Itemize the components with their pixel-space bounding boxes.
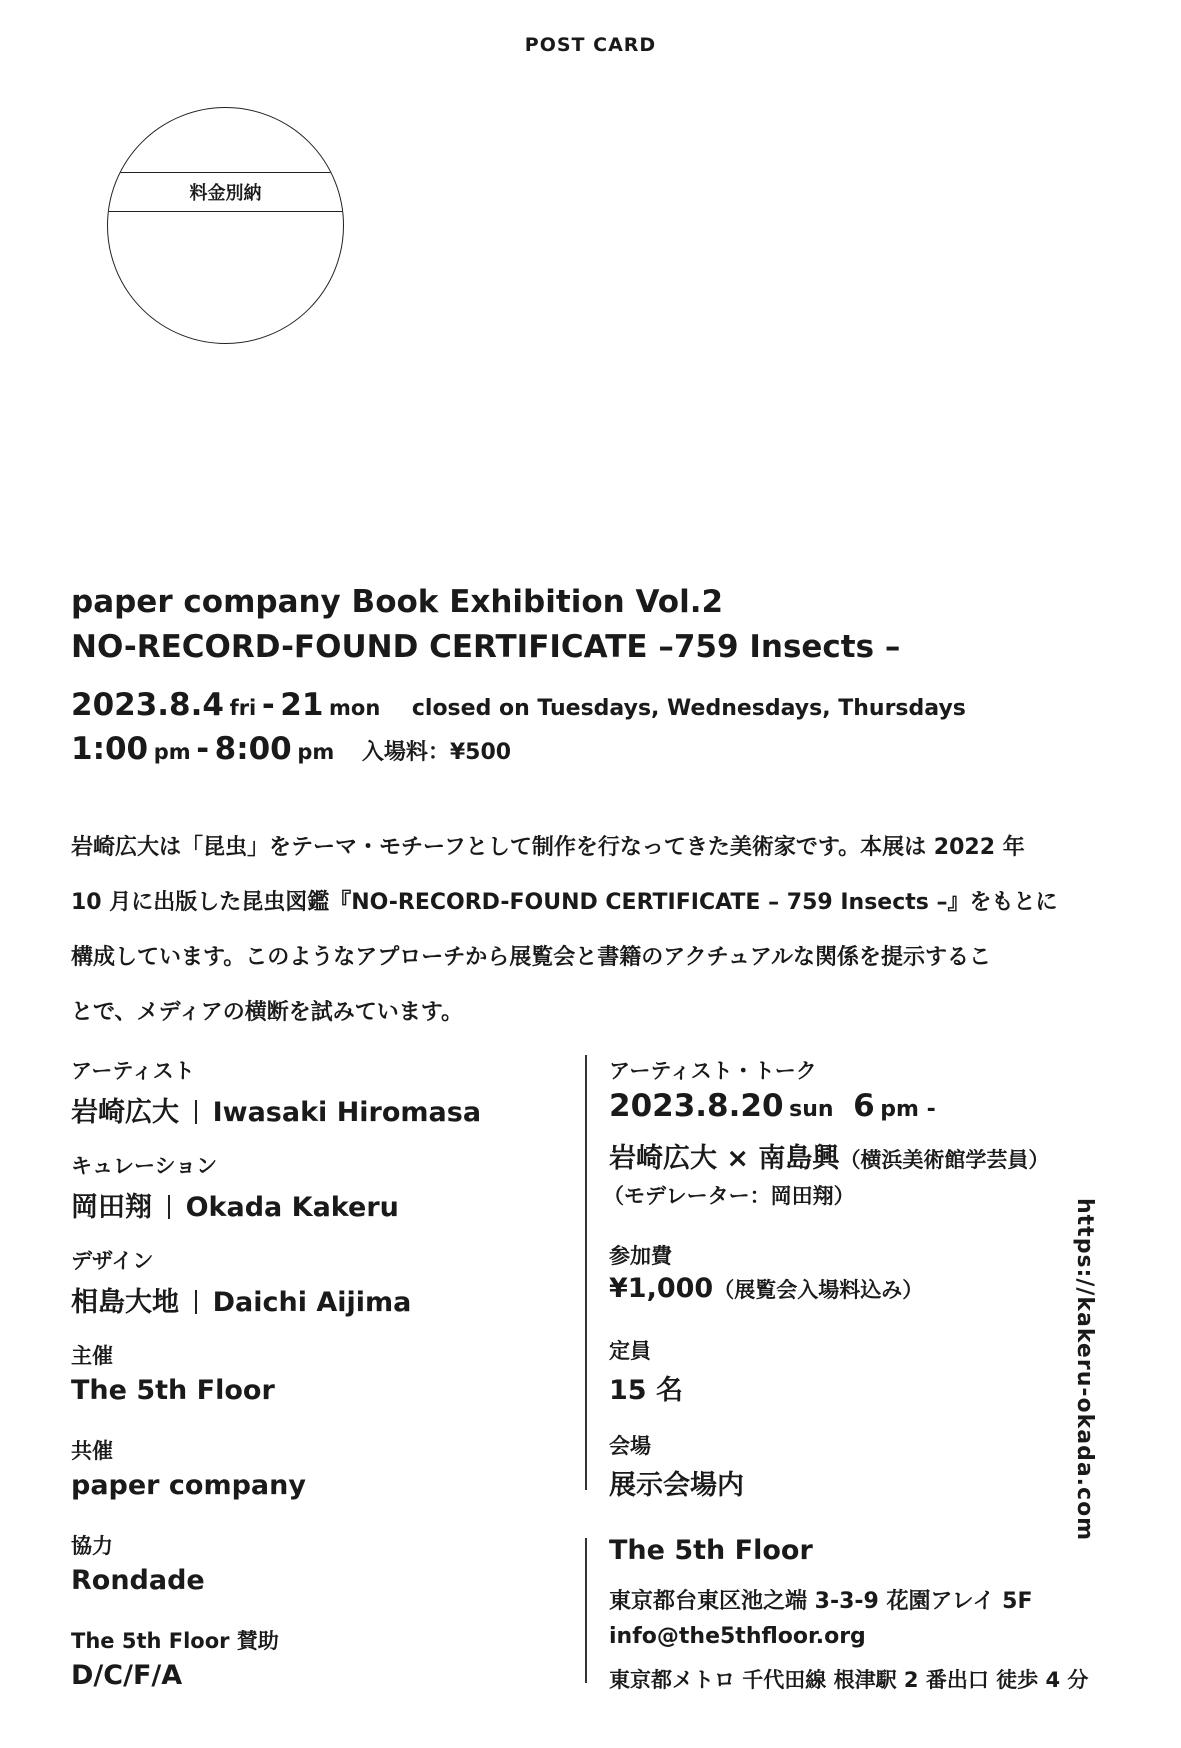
exhibition-subtitle: NO-RECORD-FOUND CERTIFICATE –759 Insects –: [71, 629, 901, 665]
artist-name: [71, 1090, 481, 1129]
talk-date: 2023.8.20: [609, 1088, 784, 1124]
talk-time: 6: [853, 1088, 875, 1124]
venue-name: The 5th Floor: [609, 1535, 813, 1566]
curator-name-en: Okada Kakeru: [185, 1192, 399, 1223]
separator: [168, 1195, 170, 1219]
stamp-label: 料金別納: [108, 172, 343, 212]
venue-address: 東京都台東区池之端 3-3-9 花園アレイ 5F: [609, 1589, 1033, 1614]
exhibition-hours: [71, 731, 511, 767]
website-url[interactable]: https://kakeru-okada.com: [1072, 1198, 1097, 1542]
date-start: 2023.8.4: [71, 687, 224, 723]
description-line: とで、メディアの横断を試みています。: [71, 1000, 464, 1025]
curation-label: キュレーション: [71, 1154, 218, 1178]
time-start-suffix: pm: [153, 740, 191, 764]
talk-time-suffix: pm -: [880, 1097, 936, 1122]
designer-name: [71, 1280, 411, 1319]
exhibition-dates: [71, 687, 966, 723]
exhibition-description: [71, 820, 1131, 1040]
admission-fee: ¥500: [449, 740, 512, 765]
day-end: mon: [329, 696, 381, 720]
separator: [195, 1290, 197, 1314]
talk-moderator: （モデレーター：岡田翔）: [603, 1184, 855, 1208]
time-start: 1:00: [71, 731, 149, 767]
capacity-label: 定員: [609, 1339, 651, 1363]
admission-label: 入場料：: [361, 740, 450, 765]
talk-datetime: [609, 1088, 936, 1124]
organizer-label: 主催: [71, 1344, 113, 1368]
cooperation-name: Rondade: [71, 1565, 205, 1596]
curator-name-ja: 岡田翔: [71, 1192, 152, 1223]
talk-fee-value: ¥1,000: [609, 1273, 714, 1304]
time-end: 8:00: [214, 731, 292, 767]
talk-fee-note: （展覧会入場料込み）: [713, 1278, 924, 1302]
description-line: 岩崎広大は「昆虫」をテーマ・モチーフとして制作を行なってきた美術家です。本展は 2022 年: [71, 835, 1025, 860]
sponsor-name: D/C/F/A: [71, 1660, 183, 1691]
artist-name-ja: 岩崎広大: [71, 1097, 179, 1128]
artist-name-en: Iwasaki Hiromasa: [212, 1097, 482, 1128]
date-dash: -: [261, 687, 275, 723]
venue-email[interactable]: info@the5thfloor.org: [609, 1624, 866, 1649]
sponsor-label: The 5th Floor 賛助: [71, 1629, 279, 1653]
capacity-value: 15 名: [609, 1375, 683, 1406]
venue-divider: [585, 1538, 587, 1683]
talk-fee: [609, 1273, 923, 1304]
talk-speakers: [609, 1136, 1049, 1175]
artist-label: アーティスト: [71, 1059, 195, 1083]
time-dash: -: [196, 731, 210, 767]
day-start: fri: [229, 696, 257, 720]
speaker-note: （横浜美術館学芸員）: [839, 1148, 1050, 1172]
column-divider: [585, 1055, 587, 1490]
postage-paid-stamp: [107, 107, 344, 344]
exhibition-title: paper company Book Exhibition Vol.2: [71, 584, 724, 620]
separator: [195, 1100, 197, 1124]
curator-name: [71, 1185, 399, 1224]
co-organizer-name: paper company: [71, 1470, 306, 1501]
closed-days: closed on Tuesdays, Wednesdays, Thursdays: [411, 696, 966, 721]
talk-fee-label: 参加費: [609, 1244, 672, 1268]
description-line: 構成しています。このようなアプローチから展覧会と書籍のアクチュアルな関係を提示するこ: [71, 945, 992, 970]
speakers: 岩崎広大 × 南島興: [609, 1143, 840, 1174]
time-end-suffix: pm: [297, 740, 335, 764]
talk-day: sun: [789, 1097, 834, 1122]
designer-name-en: Daichi Aijima: [212, 1287, 412, 1318]
description-line: 10 月に出版した昆虫図鑑『NO-RECORD-FOUND CERTIFICATE – 759 Insects –』をもとに: [71, 890, 1058, 915]
venue-access: 東京都メトロ 千代田線 根津駅 2 番出口 徒歩 4 分: [609, 1668, 1089, 1692]
postcard-label: POST CARD: [524, 34, 657, 56]
co-organizer-label: 共催: [71, 1439, 113, 1463]
talk-venue-label: 会場: [609, 1434, 651, 1458]
cooperation-label: 協力: [71, 1534, 113, 1558]
talk-label: アーティスト・トーク: [609, 1059, 817, 1083]
organizer-name: The 5th Floor: [71, 1375, 275, 1406]
designer-name-ja: 相島大地: [71, 1287, 179, 1318]
design-label: デザイン: [71, 1249, 154, 1273]
date-end: 21: [280, 687, 324, 723]
talk-venue-value: 展示会場内: [609, 1470, 744, 1501]
